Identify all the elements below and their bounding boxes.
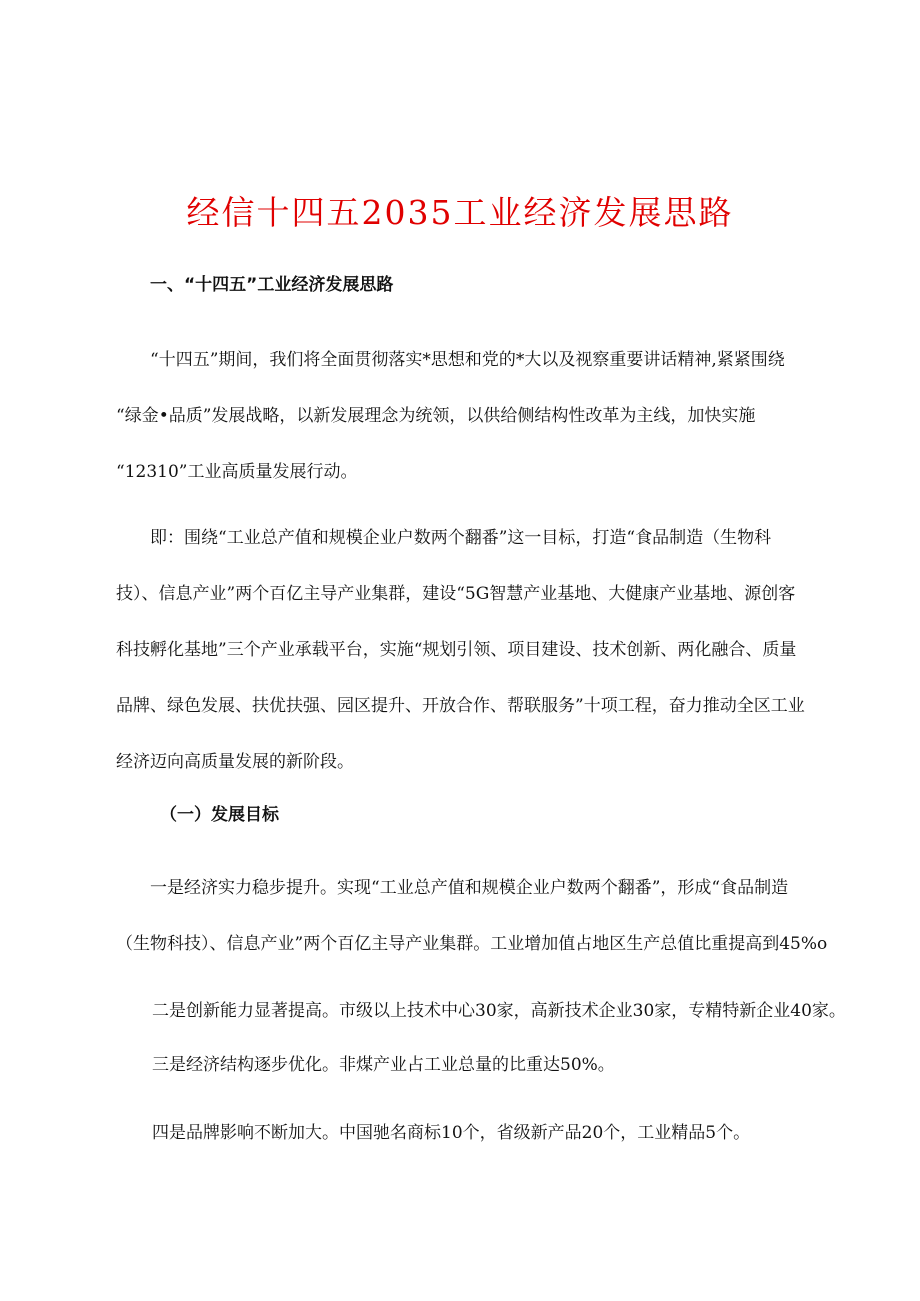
paragraph-line: 技）、信息产业”两个百亿主导产业集群，建设“5G智慧产业基地、大健康产业基地、源创客: [116, 584, 796, 604]
paragraph-goal-2: 二是创新能力显著提高。市级以上技术中心30家，高新技术企业30家，专精特新企业40家。: [152, 1001, 846, 1021]
paragraph-line: 品牌、绿色发展、扶优扶强、园区提升、开放合作、帮联服务”十项工程，奋力推动全区工业: [116, 696, 805, 716]
paragraph-line: （生物科技）、信息产业”两个百亿主导产业集群。工业增加值占地区生产总值比重提高到45%o: [116, 934, 828, 954]
paragraph-plan: [116, 510, 810, 790]
paragraph-line: “十四五”期间，我们将全面贯彻落实*思想和党的*大以及视察重要讲话精神,紧紧围绕: [150, 350, 785, 370]
subsection-heading: （一）发展目标: [160, 805, 279, 825]
paragraph-line: 一是经济实力稳步提升。实现“工业总产值和规模企业户数两个翻番”，形成“食品制造: [150, 878, 789, 898]
paragraph-goal-4: 四是品牌影响不断加大。中国驰名商标10个，省级新产品20个，工业精品5个。: [152, 1123, 751, 1143]
paragraph-overview: [116, 332, 810, 500]
paragraph-goal-1: [116, 860, 828, 972]
paragraph-line: “12310”工业高质量发展行动。: [116, 462, 358, 482]
section-heading: 一、“十四五”工业经济发展思路: [150, 275, 394, 295]
paragraph-goal-3: 三是经济结构逐步优化。非煤产业占工业总量的比重达50%。: [152, 1055, 615, 1075]
document-title: 经信十四五2035工业经济发展思路: [186, 193, 734, 232]
paragraph-line: “绿金•品质”发展战略，以新发展理念为统领，以供给侧结构性改革为主线，加快实施: [116, 406, 756, 426]
paragraph-line: 即：围绕“工业总产值和规模企业户数两个翻番”这一目标，打造“食品制造（生物科: [150, 528, 772, 548]
paragraph-line: 经济迈向高质量发展的新阶段。: [116, 752, 354, 772]
paragraph-line: 科技孵化基地”三个产业承载平台，实施“规划引领、项目建设、技术创新、两化融合、质量: [116, 640, 797, 660]
